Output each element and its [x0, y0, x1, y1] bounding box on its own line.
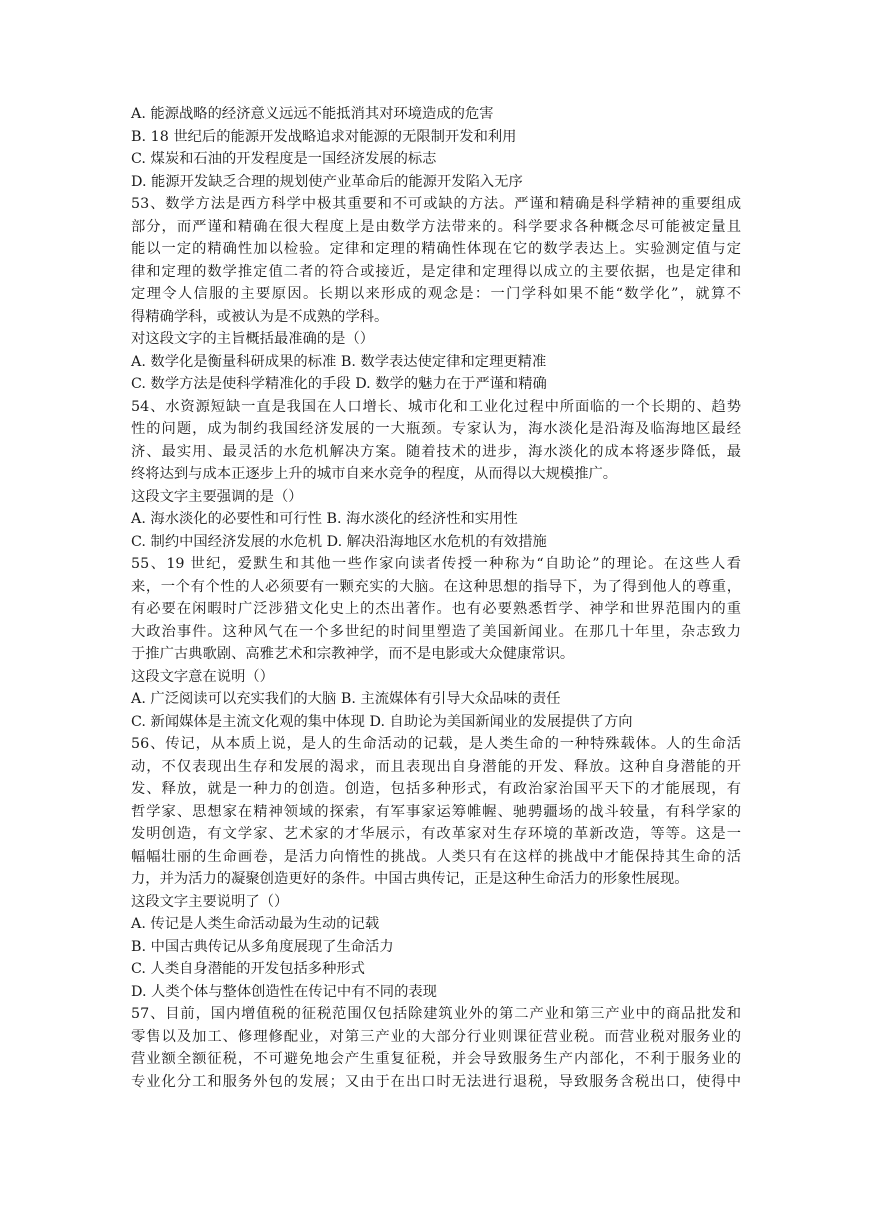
option-line: C. 煤炭和石油的开发程度是一国经济发展的标志 — [131, 151, 437, 167]
option-line: C. 数学方法是使科学精准化的手段 D. 数学的魅力在于严谨和精确 — [131, 376, 547, 392]
question-56-text: 56、传记，从本质上说，是人的生命活动的记载，是人类生命的一种特殊载体。人的生命活 — [131, 736, 741, 752]
question-57-text: 营业额全额征税，不可避免地会产生重复征税，并会导致服务生产内部化，不利于服务业的 — [131, 1051, 741, 1067]
question-55-prompt: 这段文字意在说明（） — [131, 668, 274, 685]
question-55-text: 大政治事件。这种风气在一个多世纪的时间里塑造了美国新闻业。在那几十年里，杂志致力 — [131, 623, 741, 640]
question-57-text: 专业化分工和服务外包的发展；又由于在出口时无法进行退税，导致服务含税出口，使得中 — [131, 1073, 741, 1090]
option-line: C. 新闻媒体是主流文化观的集中体现 D. 自助论为美国新闻业的发展提供了方向 — [131, 713, 633, 730]
option-line: D. 人类个体与整体创造性在传记中有不同的表现 — [131, 983, 437, 1000]
option-line: D. 能源开发缺乏合理的规划使产业革命后的能源开发陷入无序 — [131, 173, 523, 190]
option-line: B. 中国古典传记从多角度展现了生命活力 — [131, 938, 394, 955]
option-line: A. 广泛阅读可以充实我们的大脑 B. 主流媒体有引导大众品味的责任 — [131, 691, 561, 707]
question-55-text: 有必要在闲暇时广泛涉猎文化史上的杰出著作。也有必要熟悉哲学、神学和世界范围内的重 — [131, 601, 741, 617]
question-55-text: 来，一个有个性的人必须要有一颗充实的大脑。在这种思想的指导下，为了得到他人的尊重， — [131, 578, 741, 595]
question-54-text: 终将达到与成本正逐步上升的城市自来水竞争的程度，从而得以大规模推广。 — [131, 466, 618, 482]
question-54-text: 济、最实用、最灵活的水危机解决方案。随着技术的进步，海水淡化的成本将逐步降低，最 — [131, 443, 741, 460]
question-56-text: 发、释放，就是一种力的创造。创造，包括多种形式，有政治家治国平天下的才能展现，有 — [131, 781, 741, 797]
option-line: A. 海水淡化的必要性和可行性 B. 海水淡化的经济性和实用性 — [131, 511, 518, 527]
question-57-text: 57、目前，国内增值税的征税范围仅包括除建筑业外的第二产业和第三产业中的商品批发和 — [131, 1006, 741, 1022]
question-56-text: 幅幅壮丽的生命画卷，是活力向惰性的挑战。人类只有在这样的挑战中才能保持其生命的活 — [131, 848, 741, 865]
question-53-text: 律和定理的数学推定值二者的符合或接近，是定律和定理得以成立的主要依据，也是定律和 — [131, 263, 741, 280]
question-56-text: 哲学家、思想家在精神领域的探索，有军事家运筹帷幄、驰骋疆场的战斗较量，有科学家的 — [131, 803, 741, 820]
document-text — [131, 103, 741, 1093]
question-55-text: 55、19 世纪，爱默生和其他一些作家向读者传授一种称为“自助论”的理论。在这些人看 — [131, 556, 741, 572]
question-53-text: 部分，而严谨和精确在很大程度上是由数学方法带来的。科学要求各种概念尽可能被定量且 — [131, 218, 741, 235]
option-line: A. 传记是人类生命活动最为生动的记载 — [131, 916, 380, 932]
question-53-text: 定理令人信服的主要原因。长期以来形成的观念是：一门学科如果不能“数学化”，就算不 — [131, 286, 741, 302]
question-56-text: 发明创造，有文学家、艺术家的才华展示，有改革家对生存环境的革新改造，等等。这是一 — [131, 826, 741, 842]
option-line: C. 制约中国经济发展的水危机 D. 解决沿海地区水危机的有效措施 — [131, 533, 547, 550]
question-53-prompt: 对这段文字的主旨概括最准确的是（） — [131, 331, 375, 347]
question-56-prompt: 这段文字主要说明了（） — [131, 893, 289, 910]
question-56-text: 力，并为活力的凝聚创造更好的条件。中国古典传记，正是这种生命活力的形象性展现。 — [131, 871, 689, 887]
question-54-text: 54、水资源短缺一直是我国在人口增长、城市化和工业化过程中所面临的一个长期的、趋势 — [131, 398, 741, 415]
option-line: A. 数学化是衡量科研成果的标准 B. 数学表达使定律和定理更精准 — [131, 353, 547, 370]
question-54-text: 性的问题，成为制约我国经济发展的一大瓶颈。专家认为，海水淡化是沿海及临海地区最经 — [131, 421, 741, 437]
option-line: B. 18 世纪后的能源开发战略追求对能源的无限制开发和利用 — [131, 128, 517, 145]
question-53-text: 53、数学方法是西方科学中极其重要和不可或缺的方法。严谨和精确是科学精神的重要组成 — [131, 196, 741, 212]
question-57-text: 零售以及加工、修理修配业，对第三产业的大部分行业则课征营业税。而营业税对服务业的 — [131, 1028, 741, 1045]
question-54-prompt: 这段文字主要强调的是（） — [131, 488, 303, 505]
question-56-text: 动，不仅表现出生存和发展的渴求，而且表现出自身潜能的开发、释放。这种自身潜能的开 — [131, 758, 741, 775]
question-53-text: 得精确学科，或被认为是不成熟的学科。 — [131, 308, 389, 325]
option-line: C. 人类自身潜能的开发包括多种形式 — [131, 961, 365, 977]
option-line: A. 能源战略的经济意义远远不能抵消其对环境造成的危害 — [131, 106, 494, 122]
question-53-text: 能以一定的精确性加以检验。定律和定理的精确性体现在它的数学表达上。实验测定值与定 — [131, 241, 741, 257]
question-55-text: 于推广古典歌剧、高雅艺术和宗教神学，而不是电影或大众健康常识。 — [131, 646, 575, 662]
